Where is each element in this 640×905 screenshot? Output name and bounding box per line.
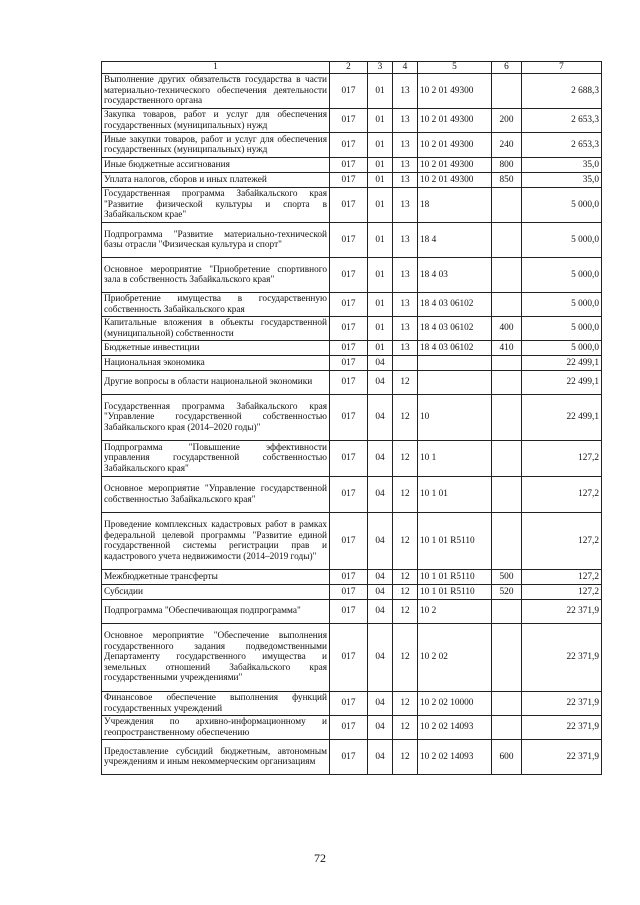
row-c6-cell: 200 [492,109,522,133]
row-name-cell: Уплата налогов, сборов и иных платежей [102,173,330,188]
row-c5-cell: 18 4 03 [418,258,492,293]
header-row [102,62,602,74]
row-c5-cell: 10 2 02 14093 [418,740,492,775]
row-c3-cell: 04 [368,692,393,716]
row-name-cell: Подпрограмма "Обеспечивающая подпрограмма" [102,600,330,624]
row-c2-cell: 017 [330,74,368,109]
table-row [102,74,602,109]
row-c7-cell: 22 499,1 [522,356,602,371]
row-c3-cell: 01 [368,258,393,293]
row-c3-cell: 04 [368,570,393,585]
row-c7-cell: 5 000,0 [522,223,602,258]
header-col-4: 4 [393,62,418,74]
row-c7-cell: 5 000,0 [522,341,602,356]
row-c5-cell: 10 [418,395,492,441]
row-c2-cell: 017 [330,570,368,585]
row-name-cell: Бюджетные инвестиции [102,341,330,356]
row-c6-cell [492,293,522,317]
row-c7-cell: 35,0 [522,158,602,173]
row-c3-cell: 04 [368,371,393,395]
row-c2-cell: 017 [330,371,368,395]
row-c5-cell: 10 2 02 [418,624,492,692]
table-row [102,317,602,341]
row-c3-cell: 04 [368,716,393,740]
row-c3-cell: 04 [368,356,393,371]
row-c5-cell: 18 [418,188,492,223]
row-c5-cell: 10 2 [418,600,492,624]
row-c3-cell: 04 [368,477,393,513]
row-c4-cell: 13 [393,74,418,109]
row-c6-cell [492,441,522,477]
row-c6-cell [492,624,522,692]
row-c7-cell: 127,2 [522,441,602,477]
row-c3-cell: 01 [368,188,393,223]
row-c6-cell: 800 [492,158,522,173]
row-c3-cell: 01 [368,109,393,133]
row-c2-cell: 017 [330,133,368,158]
row-c3-cell: 01 [368,293,393,317]
row-c2-cell: 017 [330,513,368,570]
table-row [102,600,602,624]
row-name-cell: Основное мероприятие "Обеспечение выполнения государственного задания подведомственными Департаменту государственного имущества и земельных отношений Забайкальского края государственными учреждениями" [102,624,330,692]
row-c5-cell: 10 2 01 49300 [418,133,492,158]
table-row [102,371,602,395]
row-c4-cell [393,356,418,371]
row-c3-cell: 01 [368,223,393,258]
row-c4-cell: 13 [393,258,418,293]
row-c7-cell: 22 371,9 [522,624,602,692]
budget-table [101,61,602,775]
row-c5-cell: 10 1 01 R5110 [418,585,492,600]
row-c4-cell: 13 [393,223,418,258]
row-name-cell: Государственная программа Забайкальского края "Развитие физической культуры и спорта в Забайкальском крае" [102,188,330,223]
table-row [102,293,602,317]
row-c7-cell: 22 499,1 [522,395,602,441]
header-col-3: 3 [368,62,393,74]
row-c7-cell: 22 371,9 [522,600,602,624]
table-row [102,341,602,356]
row-c7-cell: 5 000,0 [522,258,602,293]
row-c3-cell: 04 [368,600,393,624]
row-c5-cell [418,371,492,395]
row-c2-cell: 017 [330,624,368,692]
row-name-cell: Закупка товаров, работ и услуг для обеспечения государственных (муниципальных) нужд [102,109,330,133]
row-c6-cell: 240 [492,133,522,158]
header-col-5: 5 [418,62,492,74]
row-c7-cell: 5 000,0 [522,317,602,341]
row-c4-cell: 12 [393,692,418,716]
row-c7-cell: 2 653,3 [522,133,602,158]
table-row [102,133,602,158]
row-c2-cell: 017 [330,356,368,371]
table-row [102,570,602,585]
row-c5-cell: 18 4 [418,223,492,258]
row-c6-cell: 520 [492,585,522,600]
row-c7-cell: 5 000,0 [522,188,602,223]
row-c2-cell: 017 [330,158,368,173]
table-row [102,258,602,293]
row-c5-cell: 10 2 01 49300 [418,158,492,173]
table-header [102,62,602,74]
row-c4-cell: 12 [393,395,418,441]
row-c2-cell: 017 [330,716,368,740]
row-c4-cell: 13 [393,133,418,158]
row-c2-cell: 017 [330,317,368,341]
row-c6-cell: 850 [492,173,522,188]
row-name-cell: Выполнение других обязательств государства в части материально-технического обеспечения деятельности государственного органа [102,74,330,109]
row-c7-cell: 127,2 [522,513,602,570]
row-c3-cell: 04 [368,585,393,600]
row-name-cell: Подпрограмма "Повышение эффективности управления государственной собственностью Забайкальского края" [102,441,330,477]
row-c5-cell: 10 1 01 R5110 [418,570,492,585]
row-c2-cell: 017 [330,293,368,317]
row-c7-cell: 127,2 [522,570,602,585]
row-c4-cell: 13 [393,341,418,356]
row-c4-cell: 12 [393,371,418,395]
row-c2-cell: 017 [330,477,368,513]
table-row [102,477,602,513]
row-c3-cell: 01 [368,341,393,356]
row-c2-cell: 017 [330,441,368,477]
table-row [102,395,602,441]
row-name-cell: Предоставление субсидий бюджетным, автономным учреждениям и иным некоммерческим организациям [102,740,330,775]
row-c7-cell: 35,0 [522,173,602,188]
row-c6-cell [492,223,522,258]
row-c5-cell [418,356,492,371]
row-c2-cell: 017 [330,223,368,258]
row-c2-cell: 017 [330,109,368,133]
row-c2-cell: 017 [330,258,368,293]
row-c2-cell: 017 [330,173,368,188]
row-c6-cell: 410 [492,341,522,356]
row-c3-cell: 04 [368,395,393,441]
row-c2-cell: 017 [330,188,368,223]
row-name-cell: Субсидии [102,585,330,600]
row-c3-cell: 04 [368,513,393,570]
row-name-cell: Межбюджетные трансферты [102,570,330,585]
table-row [102,740,602,775]
header-col-1: 1 [102,62,330,74]
row-c5-cell: 10 2 01 49300 [418,173,492,188]
table-row [102,513,602,570]
row-c4-cell: 12 [393,624,418,692]
header-col-7: 7 [522,62,602,74]
row-name-cell: Другие вопросы в области национальной экономики [102,371,330,395]
table-row [102,716,602,740]
row-c4-cell: 13 [393,317,418,341]
row-name-cell: Подпрограмма "Развитие материально-технической базы отрасли "Физическая культура и спорт" [102,223,330,258]
row-c5-cell: 18 4 03 06102 [418,341,492,356]
row-c3-cell: 01 [368,133,393,158]
row-c4-cell: 13 [393,293,418,317]
table-row [102,188,602,223]
table-row [102,692,602,716]
row-c2-cell: 017 [330,740,368,775]
row-c6-cell [492,356,522,371]
row-c3-cell: 04 [368,740,393,775]
row-c2-cell: 017 [330,585,368,600]
row-c6-cell [492,692,522,716]
row-c6-cell: 400 [492,317,522,341]
row-name-cell: Учреждения по архивно-информационному и геопространственному обеспечению [102,716,330,740]
table-row [102,624,602,692]
row-c6-cell [492,600,522,624]
row-c6-cell [492,258,522,293]
row-name-cell: Основное мероприятие "Управление государственной собственностью Забайкальского края" [102,477,330,513]
row-c7-cell: 22 499,1 [522,371,602,395]
row-c5-cell: 18 4 03 06102 [418,293,492,317]
row-c7-cell: 2 688,3 [522,74,602,109]
row-name-cell: Иные закупки товаров, работ и услуг для обеспечения государственных (муниципальных) нужд [102,133,330,158]
row-c3-cell: 04 [368,624,393,692]
row-name-cell: Капитальные вложения в объекты государственной (муниципальной) собственности [102,317,330,341]
row-c6-cell [492,716,522,740]
row-c6-cell [492,395,522,441]
table-row [102,585,602,600]
row-c4-cell: 12 [393,600,418,624]
row-c4-cell: 13 [393,173,418,188]
row-c4-cell: 12 [393,477,418,513]
row-c7-cell: 2 653,3 [522,109,602,133]
row-c4-cell: 12 [393,513,418,570]
row-name-cell: Приобретение имущества в государственную собственность Забайкальского края [102,293,330,317]
row-c7-cell: 22 371,9 [522,716,602,740]
row-c7-cell: 127,2 [522,585,602,600]
row-name-cell: Основное мероприятие "Приобретение спортивного зала в собственность Забайкальского края" [102,258,330,293]
table-row [102,158,602,173]
row-c4-cell: 13 [393,158,418,173]
row-c4-cell: 13 [393,109,418,133]
row-c4-cell: 12 [393,441,418,477]
row-c3-cell: 01 [368,173,393,188]
row-c6-cell [492,74,522,109]
row-c2-cell: 017 [330,600,368,624]
row-c5-cell: 10 2 02 14093 [418,716,492,740]
row-c2-cell: 017 [330,341,368,356]
page-number: 72 [314,851,326,865]
row-c5-cell: 10 2 01 49300 [418,74,492,109]
row-c6-cell [492,477,522,513]
table-body [102,74,602,775]
row-c5-cell: 10 2 02 10000 [418,692,492,716]
row-c7-cell: 5 000,0 [522,293,602,317]
row-c5-cell: 10 1 01 [418,477,492,513]
row-c3-cell: 01 [368,74,393,109]
row-c7-cell: 22 371,9 [522,692,602,716]
header-col-2: 2 [330,62,368,74]
row-c3-cell: 04 [368,441,393,477]
row-name-cell: Иные бюджетные ассигнования [102,158,330,173]
row-c6-cell: 500 [492,570,522,585]
row-c5-cell: 10 1 01 R5110 [418,513,492,570]
row-c6-cell [492,513,522,570]
row-name-cell: Государственная программа Забайкальского края "Управление государственной собственностью Забайкальского края (2014–2020 годы)" [102,395,330,441]
row-c6-cell: 600 [492,740,522,775]
row-c3-cell: 01 [368,317,393,341]
row-c6-cell [492,371,522,395]
row-c2-cell: 017 [330,692,368,716]
table-row [102,441,602,477]
row-c4-cell: 12 [393,740,418,775]
table-row [102,109,602,133]
table-row [102,356,602,371]
row-c5-cell: 10 1 [418,441,492,477]
table-row [102,173,602,188]
row-c7-cell: 22 371,9 [522,740,602,775]
row-c6-cell [492,188,522,223]
row-name-cell: Национальная экономика [102,356,330,371]
row-name-cell: Проведение комплексных кадастровых работ в рамках федеральной целевой программы "Развитие единой государственной системы регистрации прав и кадастрового учета недвижимости (2014–2019 годы)" [102,513,330,570]
row-name-cell: Финансовое обеспечение выполнения функций государственных учреждений [102,692,330,716]
row-c4-cell: 12 [393,570,418,585]
header-col-6: 6 [492,62,522,74]
row-c4-cell: 12 [393,585,418,600]
row-c3-cell: 01 [368,158,393,173]
row-c5-cell: 18 4 03 06102 [418,317,492,341]
row-c4-cell: 13 [393,188,418,223]
row-c4-cell: 12 [393,716,418,740]
row-c5-cell: 10 2 01 49300 [418,109,492,133]
row-c2-cell: 017 [330,395,368,441]
table-row [102,223,602,258]
row-c7-cell: 127,2 [522,477,602,513]
